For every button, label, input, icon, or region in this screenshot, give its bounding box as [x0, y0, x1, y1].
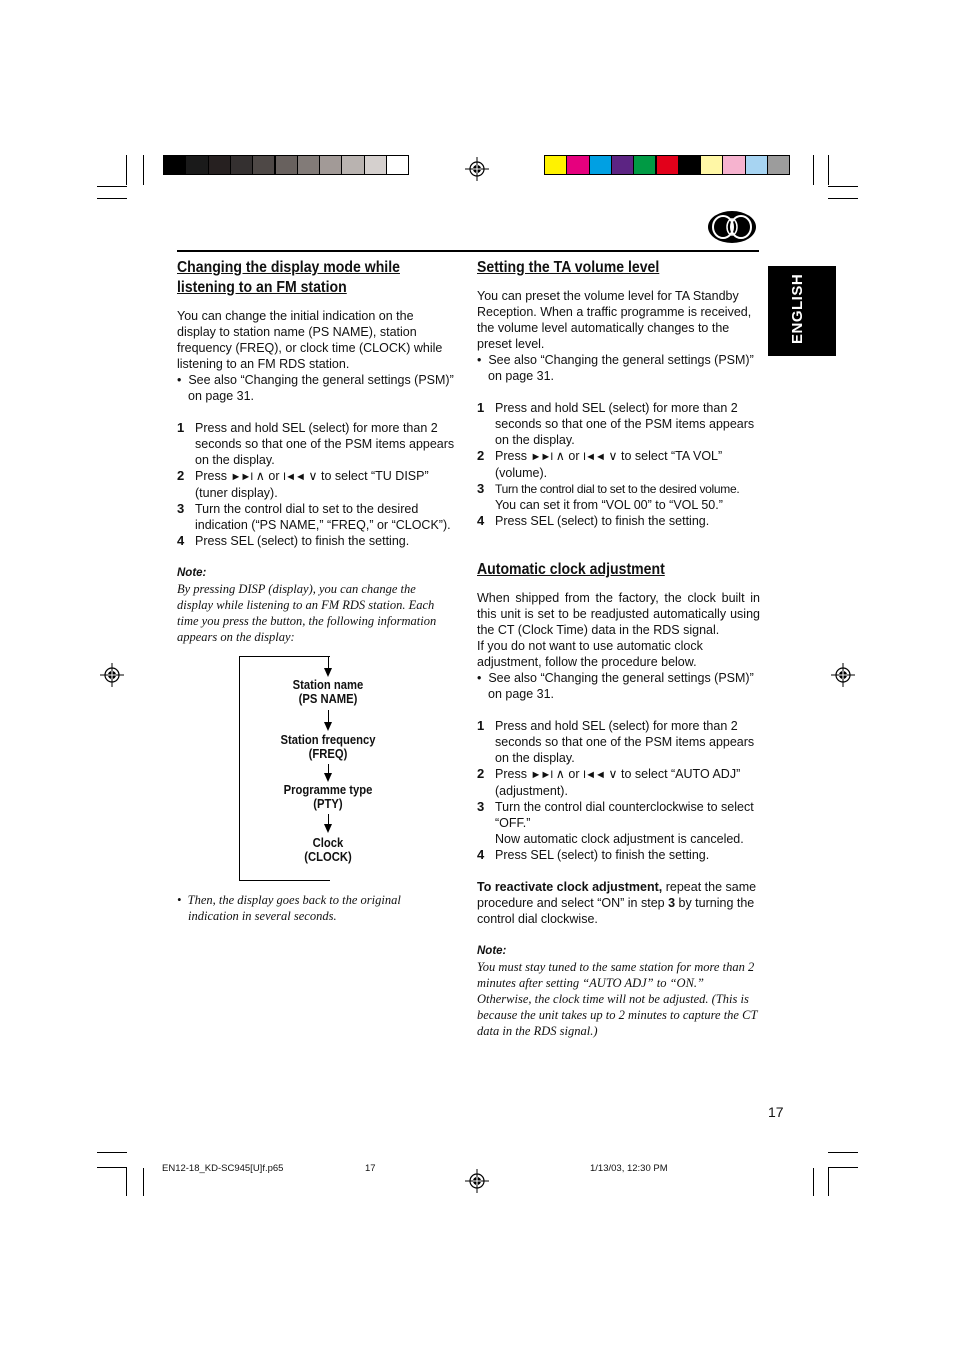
crop-mark: [143, 1168, 144, 1196]
step-number: 4: [177, 533, 185, 548]
step-number: 4: [477, 513, 485, 528]
see-also-bullet: • See also “Changing the general settings (PSM)” on page 31.: [477, 353, 754, 383]
down-icon: ∨: [308, 469, 318, 483]
step-number: 1: [477, 718, 485, 733]
or-text: or: [568, 449, 580, 463]
flow-footnote: • Then, the display goes back to the original indication in several seconds.: [177, 893, 401, 923]
crop-mark: [813, 155, 814, 185]
intro-text: When shipped from the factory, the clock built in this unit is set to be readjusted automatically using the CT (Clock Time) data in the RDS signal.: [477, 591, 760, 637]
reactivate-paragraph: [477, 879, 760, 927]
crop-mark: [143, 155, 144, 185]
crop-mark: [97, 1167, 127, 1168]
up-icon: ∧: [555, 767, 565, 781]
step-text-post: to select “AUTO ADJ” (adjustment).: [495, 767, 741, 798]
step: [477, 513, 760, 529]
see-also-text: See also “Changing the general settings (PSM)” on page 31.: [188, 373, 454, 403]
step: [177, 501, 455, 533]
crop-mark: [828, 1152, 858, 1153]
color-swatch: [566, 155, 589, 175]
section-title-auto-clock: Automatic clock adjustment: [477, 561, 665, 578]
reactivate-text: repeat the same procedure and select “ON” in step: [477, 880, 757, 910]
flow-arrow-head: [324, 773, 332, 782]
color-swatch: [341, 155, 364, 175]
note-label: Note:: [477, 945, 507, 957]
title-line: Changing the display mode while: [177, 259, 400, 276]
up-icon: ∧: [255, 469, 265, 483]
reactivate-step-ref: 3: [668, 896, 676, 910]
color-swatch: [767, 155, 790, 175]
see-also-bullet: • See also “Changing the general settings (PSM)” on page 31.: [477, 671, 754, 701]
next-track-icon: ►►I: [230, 471, 253, 483]
color-swatch: [275, 155, 298, 175]
flow-item-pty: [247, 783, 409, 811]
color-swatch: [544, 155, 567, 175]
step-number: 2: [477, 766, 485, 781]
color-swatch: [700, 155, 723, 175]
step-number: 3: [477, 799, 485, 814]
step-text: Press and hold SEL (select) for more than 2 seconds so that one of the PSM items appears on the display.: [495, 719, 755, 765]
step-text-post: to select “TA VOL” (volume).: [495, 449, 723, 480]
step: [477, 448, 760, 481]
step-text: [495, 481, 760, 513]
crop-mark: [813, 1168, 814, 1196]
flow-label: Station frequency: [280, 733, 376, 747]
up-icon: ∧: [555, 449, 565, 463]
step: [477, 481, 760, 513]
registration-mark-icon: [465, 1169, 489, 1193]
down-icon: ∨: [608, 449, 618, 463]
or-text: or: [268, 469, 280, 483]
step: [177, 420, 455, 468]
step-text-post: to select “TU DISP” (tuner display).: [195, 469, 429, 500]
step-number: 1: [177, 420, 185, 435]
footer-date: 1/13/03, 12:30 PM: [590, 1163, 668, 1174]
flow-label: Clock: [312, 836, 344, 850]
see-also-text: See also “Changing the general settings (PSM)” on page 31.: [488, 353, 754, 383]
note-text: By pressing DISP (display), you can change the display while listening to an FM RDS station. Each time you press the button, the following information appears on the display:: [177, 582, 437, 644]
next-track-icon: ►►I: [530, 769, 553, 781]
flow-label: (FREQ): [308, 747, 348, 761]
flow-arrow-head: [324, 722, 332, 731]
color-swatch: [589, 155, 612, 175]
crop-mark: [828, 155, 829, 185]
crop-mark: [828, 186, 858, 187]
flow-arrow-head: [324, 824, 332, 833]
step-number: 4: [477, 847, 485, 862]
footer-filename: EN12-18_KD-SC945[U]f.p65: [162, 1163, 284, 1174]
flow-label: (CLOCK): [304, 850, 352, 864]
step-text: Press SEL (select) to finish the setting.: [195, 534, 410, 548]
step-number: 1: [477, 400, 485, 415]
step: [477, 718, 760, 766]
step: [477, 400, 760, 448]
section3-body: [477, 590, 760, 1039]
language-tab: [768, 266, 836, 356]
step-number: 2: [477, 448, 485, 463]
step-text: [495, 448, 760, 481]
color-swatch: [252, 155, 275, 175]
flow-label: (PTY): [313, 797, 343, 811]
section-title-ta-volume: Setting the TA volume level: [477, 259, 660, 276]
color-swatch: [678, 155, 701, 175]
intro-text: If you do not want to use automatic clock adjustment, follow the procedure below.: [477, 639, 703, 669]
or-text: or: [568, 767, 580, 781]
step-text-pre: Press: [195, 469, 227, 483]
color-swatch: [364, 155, 387, 175]
crop-mark: [126, 1168, 127, 1196]
step-text-line: Now automatic clock adjustment is canceled.: [495, 832, 744, 846]
color-swatch: [208, 155, 231, 175]
step: [477, 799, 760, 847]
registration-mark-icon: [831, 663, 855, 687]
step-number: 2: [177, 468, 185, 483]
step-text-line: You can set it from “VOL 00” to “VOL 50.”: [495, 498, 723, 512]
step-text: Press and hold SEL (select) for more than 2 seconds so that one of the PSM items appears on the display.: [495, 401, 755, 447]
color-swatch: [297, 155, 320, 175]
step-text: Turn the control dial to set to the desired indication (“PS NAME,” “FREQ,” or “CLOCK”).: [195, 502, 451, 532]
see-also-text: See also “Changing the general settings (PSM)” on page 31.: [488, 671, 754, 701]
color-swatch: [745, 155, 768, 175]
note-label: Note:: [177, 567, 207, 579]
crop-mark: [828, 198, 858, 199]
registration-mark-icon: [100, 663, 124, 687]
note-text: You must stay tuned to the same station for more than 2 minutes after setting “AUTO ADJ” to “ON.” Otherwise, the clock time will not be adjusted. (This is because the unit takes up to 2 minutes to capture the CT data in the RDS signal.): [477, 960, 758, 1038]
prev-track-icon: I◄◄: [283, 471, 305, 483]
color-swatch: [163, 155, 186, 175]
top-rule: [177, 250, 759, 252]
radio-waves-icon: [707, 210, 757, 244]
step-text-line: Turn the control dial to set to the desired volume.: [495, 482, 740, 496]
intro-text: You can preset the volume level for TA Standby Reception. When a traffic programme is received, the volume level automatically changes to the preset level.: [477, 289, 752, 351]
step: [477, 766, 760, 799]
crop-mark: [97, 1152, 127, 1153]
section-title-display-mode: [177, 258, 400, 298]
reactivate-text: by turning the control dial clockwise.: [477, 896, 755, 926]
flow-arrow-head: [324, 668, 332, 677]
section1-body: [177, 308, 455, 645]
language-tab-label: ENGLISH: [789, 273, 806, 344]
step: [477, 847, 760, 863]
flow-label: Station name: [292, 678, 364, 692]
see-also-bullet: • See also “Changing the general settings (PSM)” on page 31.: [177, 373, 454, 403]
page-number: 17: [768, 1104, 784, 1120]
down-icon: ∨: [608, 767, 618, 781]
color-swatch: [722, 155, 745, 175]
flow-item-ps-name: [247, 678, 409, 706]
step: [177, 468, 455, 501]
step-number: 3: [477, 481, 485, 496]
color-swatch: [319, 155, 342, 175]
step-number: 3: [177, 501, 185, 516]
title-line: listening to an FM station: [177, 279, 347, 296]
prev-track-icon: I◄◄: [583, 451, 605, 463]
step-text: [495, 799, 760, 847]
footer-page: 17: [365, 1163, 376, 1174]
flow-item-freq: [247, 733, 409, 761]
step-text-line: Turn the control dial counterclockwise to select “OFF.”: [495, 800, 754, 830]
color-swatch: [185, 155, 208, 175]
step-text: Press SEL (select) to finish the setting.: [495, 848, 710, 862]
crop-mark: [828, 1167, 858, 1168]
color-swatch: [633, 155, 656, 175]
step-text: [195, 468, 455, 501]
crop-mark: [97, 198, 127, 199]
footnote-text: Then, the display goes back to the original indication in several seconds.: [187, 893, 401, 923]
color-swatch: [611, 155, 634, 175]
flow-label: (PS NAME): [298, 692, 358, 706]
step-text-pre: Press: [495, 767, 527, 781]
color-swatch: [230, 155, 253, 175]
flow-label: Programme type: [283, 783, 373, 797]
step: [177, 533, 455, 549]
next-track-icon: ►►I: [530, 451, 553, 463]
color-swatch: [386, 155, 409, 175]
step-text: Press SEL (select) to finish the setting.: [495, 514, 710, 528]
step-text-pre: Press: [495, 449, 527, 463]
section2-body: [477, 288, 760, 529]
crop-mark: [828, 1168, 829, 1196]
reactivate-heading: To reactivate clock adjustment,: [477, 880, 663, 894]
intro-text: You can change the initial indication on the display to station name (PS NAME), station frequency (FREQ), or clock time (CLOCK) while listening to an FM RDS station.: [177, 309, 443, 371]
flow-item-clock: [247, 836, 409, 864]
crop-mark: [126, 155, 127, 185]
color-swatch: [656, 155, 679, 175]
step-text: Press and hold SEL (select) for more than 2 seconds so that one of the PSM items appears on the display.: [195, 421, 455, 467]
prev-track-icon: I◄◄: [583, 769, 605, 781]
step-text: [495, 766, 760, 799]
registration-mark-icon: [465, 157, 489, 181]
crop-mark: [97, 186, 127, 187]
